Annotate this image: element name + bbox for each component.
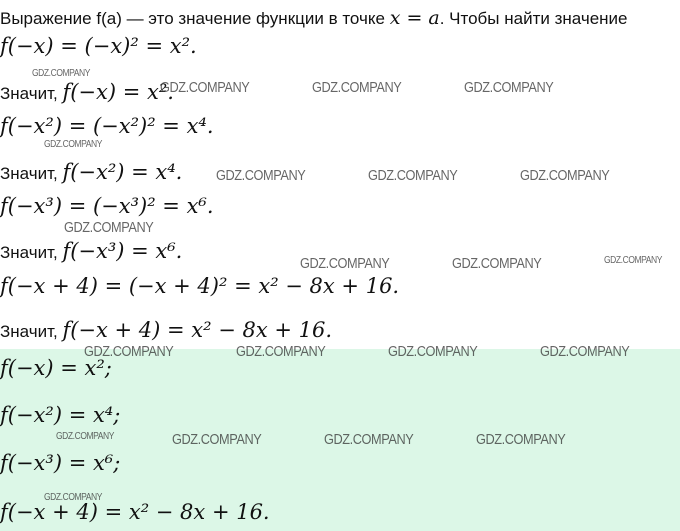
watermark: GDZ.COMPANY xyxy=(540,343,630,360)
watermark: GDZ.COMPANY xyxy=(476,431,566,448)
watermark: GDZ.COMPANY xyxy=(300,255,390,272)
watermark: GDZ.COMPANY xyxy=(312,79,402,96)
watermark: GDZ.COMPANY xyxy=(44,139,102,150)
step-formula: f(−x) = x². xyxy=(62,80,174,104)
watermark: GDZ.COMPANY xyxy=(324,431,414,448)
step-conclusion xyxy=(0,80,174,106)
intro-text-b: . Чтобы найти значение xyxy=(439,9,628,28)
step-label: Значит, xyxy=(0,322,63,341)
watermark: GDZ.COMPANY xyxy=(368,167,458,184)
step-conclusion xyxy=(0,160,182,186)
watermark: GDZ.COMPANY xyxy=(604,255,662,266)
watermark: GDZ.COMPANY xyxy=(388,343,478,360)
answer-formula: f(−x³) = x⁶; xyxy=(0,451,121,475)
intro-text xyxy=(0,6,628,31)
watermark: GDZ.COMPANY xyxy=(56,431,114,442)
step-formula: f(−x²) = (−x²)² = x⁴. xyxy=(0,114,214,138)
step-label: Значит, xyxy=(0,243,63,262)
answer-formula: f(−x + 4) = x² − 8x + 16. xyxy=(0,500,270,524)
step-formula: f(−x + 4) = (−x + 4)² = x² − 8x + 16. xyxy=(0,274,400,298)
watermark: GDZ.COMPANY xyxy=(64,219,154,236)
step-formula: f(−x³) = x⁶. xyxy=(62,239,183,263)
answer-formula: f(−x²) = x⁴; xyxy=(0,403,121,427)
step-formula: f(−x + 4) = x² − 8x + 16. xyxy=(62,318,333,342)
watermark: GDZ.COMPANY xyxy=(172,431,262,448)
watermark: GDZ.COMPANY xyxy=(32,68,90,79)
answer-formula: f(−x) = x²; xyxy=(0,356,112,380)
step-formula: f(−x²) = x⁴. xyxy=(62,160,183,184)
step-label: Значит, xyxy=(0,164,63,183)
intro-math: x = a xyxy=(389,7,440,29)
watermark: GDZ.COMPANY xyxy=(84,343,174,360)
step-conclusion xyxy=(0,239,182,265)
step-formula: f(−x³) = (−x³)² = x⁶. xyxy=(0,194,214,218)
step-conclusion xyxy=(0,318,332,344)
step-formula: f(−x) = (−x)² = x². xyxy=(0,34,197,58)
watermark: GDZ.COMPANY xyxy=(452,255,542,272)
step-label: Значит, xyxy=(0,84,63,103)
watermark: GDZ.COMPANY xyxy=(216,167,306,184)
watermark: GDZ.COMPANY xyxy=(44,492,102,503)
watermark: GDZ.COMPANY xyxy=(236,343,326,360)
watermark: GDZ.COMPANY xyxy=(160,79,250,96)
intro-text-a: Выражение f(a) — это значение функции в точке xyxy=(0,9,390,28)
watermark: GDZ.COMPANY xyxy=(520,167,610,184)
watermark: GDZ.COMPANY xyxy=(464,79,554,96)
